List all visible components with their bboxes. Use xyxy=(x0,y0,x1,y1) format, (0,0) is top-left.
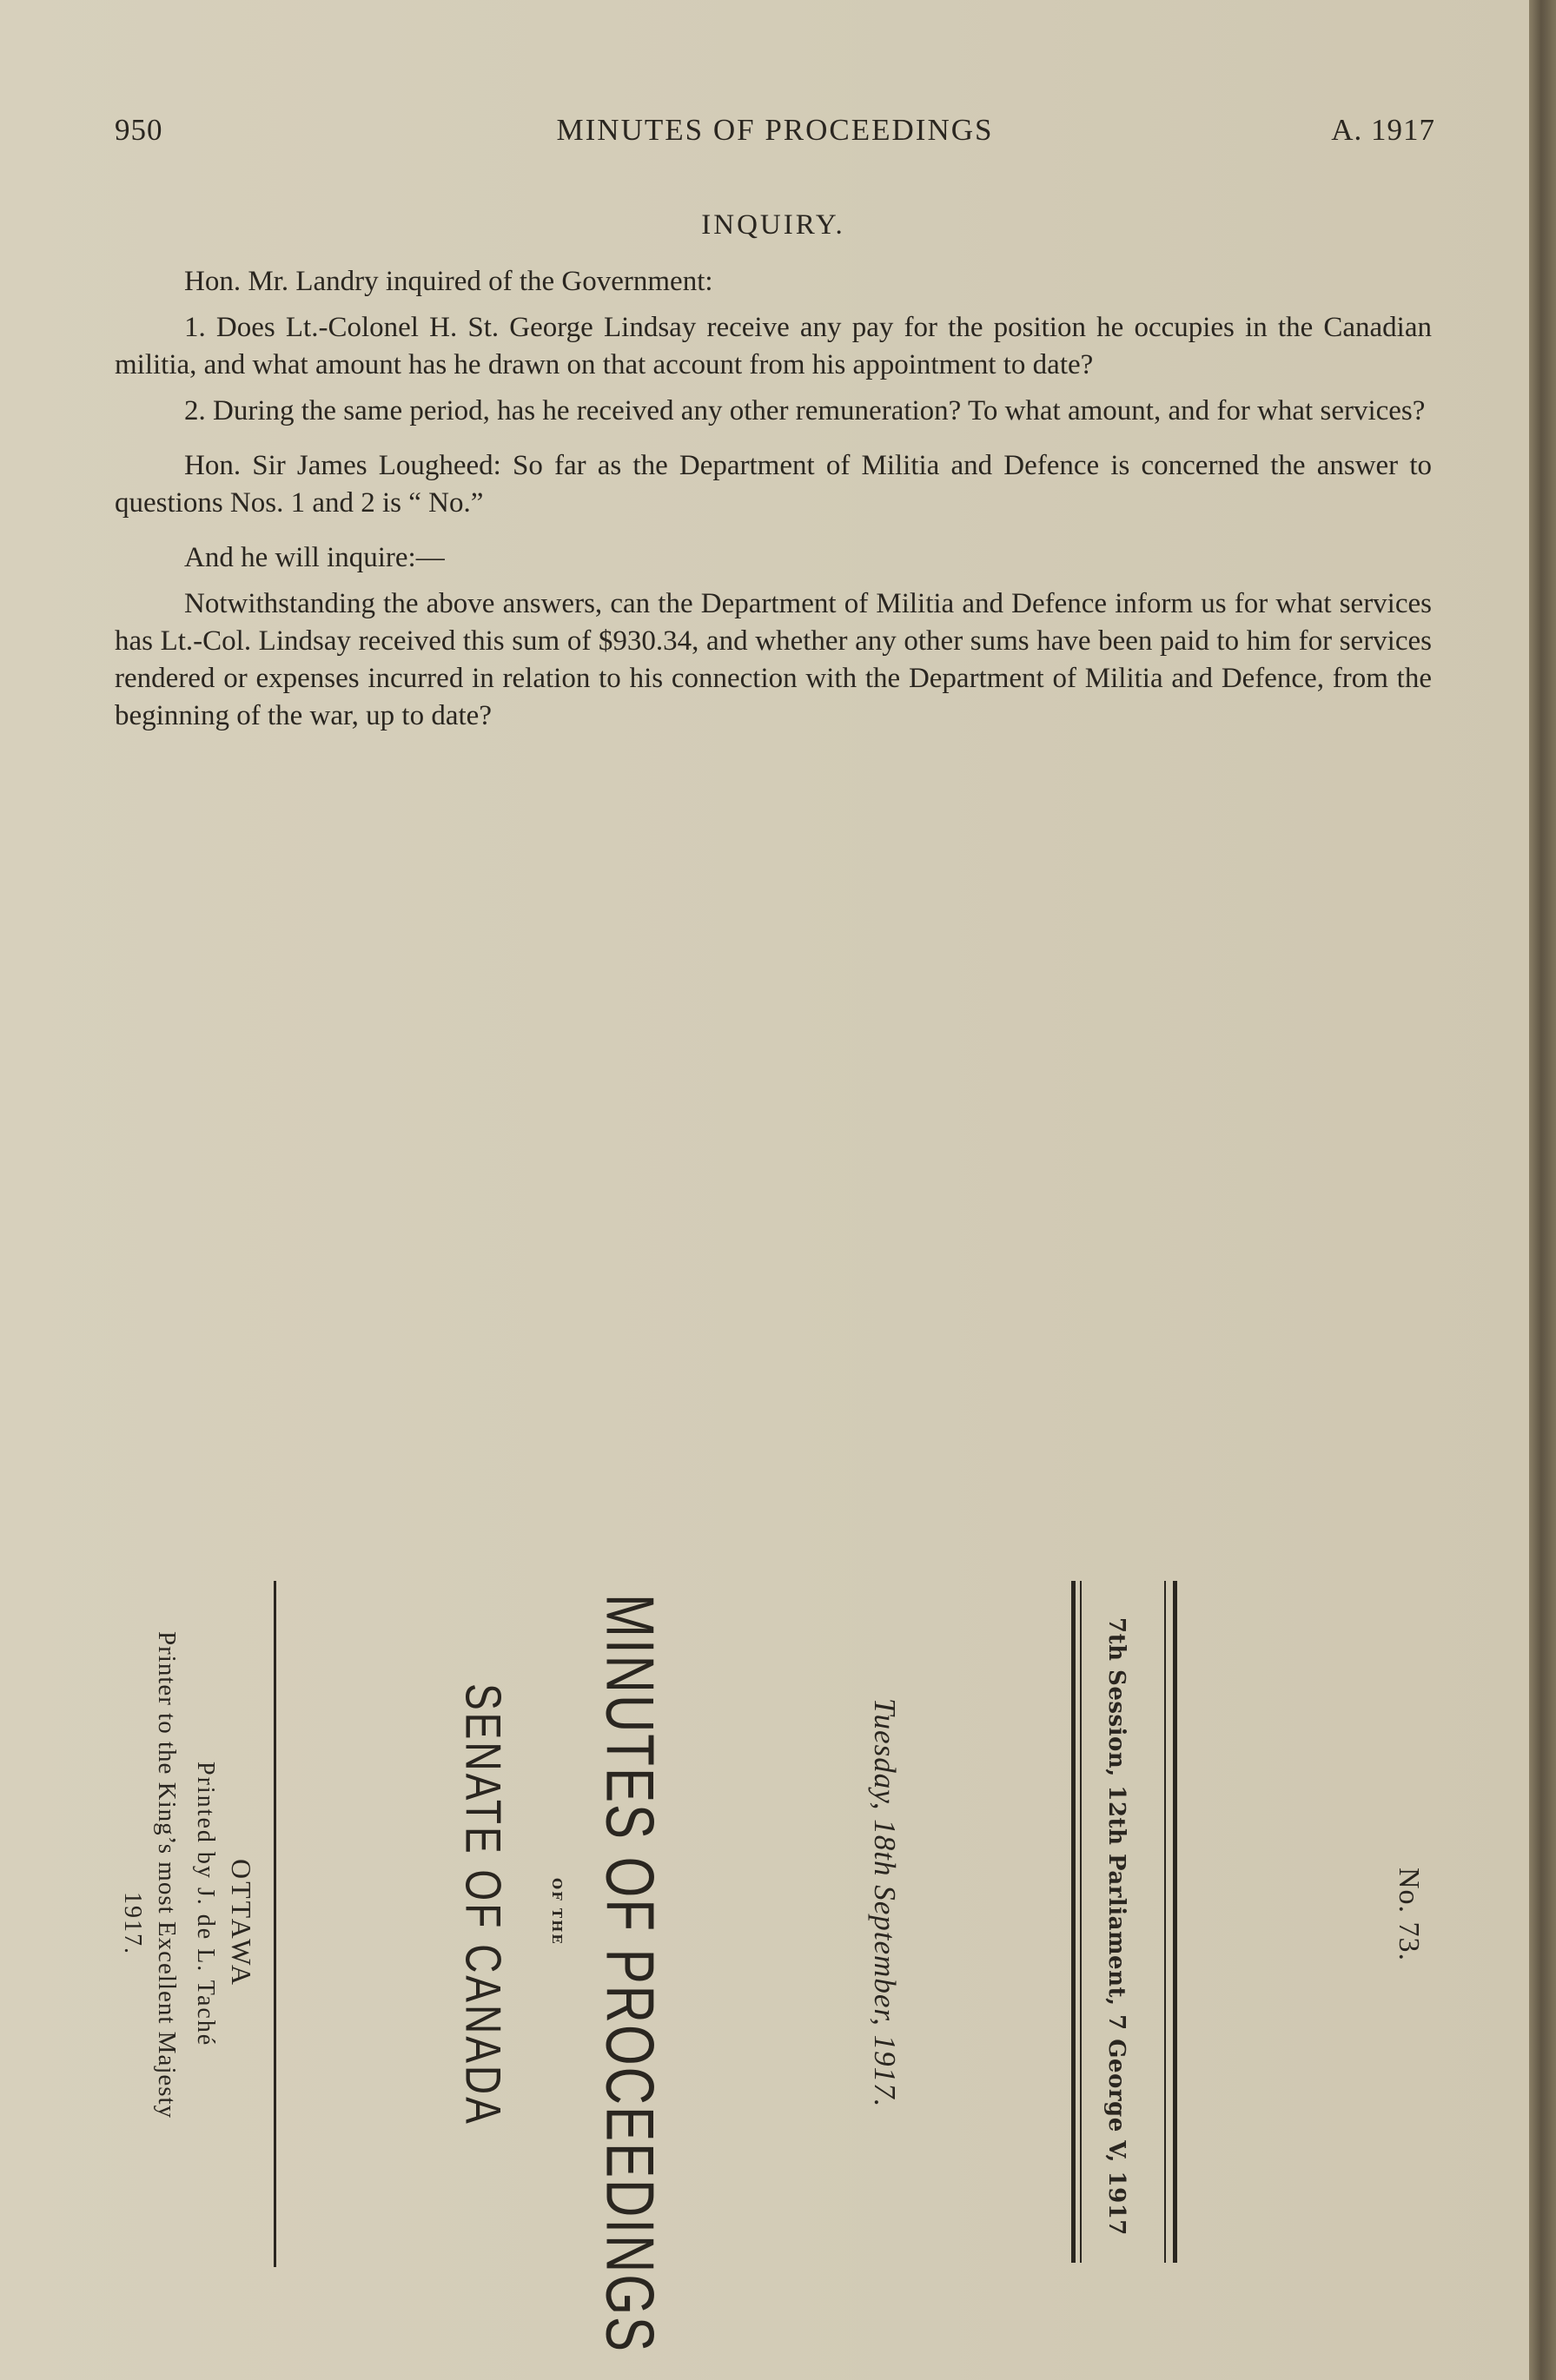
inquiry-intro: Hon. Mr. Landry inquired of the Government: xyxy=(184,266,713,297)
section-title: INQUIRY. xyxy=(701,209,845,241)
cover-session: 7th Session, 12th Parliament, 7 George V, 1917 xyxy=(1103,1617,1129,2236)
followup-question: Notwithstanding the above answers, can the Department of Militia and Defence inform us for what services has Lt.-Col. Lindsay received this sum of $930.34, and whether any other sums have been paid to him for services rendered or expenses incurred in relation to his connection with the Department of Militia and Defence, from the beginning of the war, up to date? xyxy=(115,588,1432,731)
cover-title-main: MINUTES OF PROCEEDINGS xyxy=(592,1594,668,2354)
cover-printer-year: 1917. xyxy=(119,1892,146,1955)
cover-printer-role: Printer to the King’s most Excellent Majesty xyxy=(153,1631,181,2119)
cover-city: OTTAWA xyxy=(226,1859,257,1987)
cover-title-sub: SENATE OF CANADA xyxy=(454,1683,512,2126)
running-title: MINUTES OF PROCEEDINGS xyxy=(556,113,994,147)
question-1: 1. Does Lt.-Colonel H. St. George Lindsay receive any pay for the position he occupies in the Canadian militia, and what amount has he drawn on that account from his appointment to date? xyxy=(115,312,1432,380)
rule-right-outer xyxy=(1173,1581,1177,2263)
followup-intro: And he will inquire:— xyxy=(184,542,445,573)
question-2: 2. During the same period, has he received any other remuneration? To what amount, and for what services? xyxy=(184,395,1426,426)
answer: Hon. Sir James Lougheed: So far as the Department of Militia and Defence is concerned the answer to questions Nos. 1 and 2 is “ No.” xyxy=(115,450,1432,519)
rule-right-inner2 xyxy=(1080,1581,1082,2263)
inquiry-section xyxy=(115,207,1432,744)
cover-number: No. 73. xyxy=(1393,1868,1425,1962)
cover-printer: Printed by J. de L. Taché xyxy=(192,1762,219,2047)
rule-right-inner3 xyxy=(1071,1581,1076,2263)
cover-of-the: OF THE xyxy=(549,1878,565,1946)
rule-left xyxy=(274,1581,276,2267)
page-header xyxy=(115,113,1435,156)
header-year: A. 1917 xyxy=(1331,113,1435,147)
rule-right-inner xyxy=(1164,1581,1166,2263)
page-edge-shadow xyxy=(1529,0,1556,2380)
page-number: 950 xyxy=(115,113,163,147)
cover-date: Tuesday, 18th September, 1917. xyxy=(868,1698,902,2108)
